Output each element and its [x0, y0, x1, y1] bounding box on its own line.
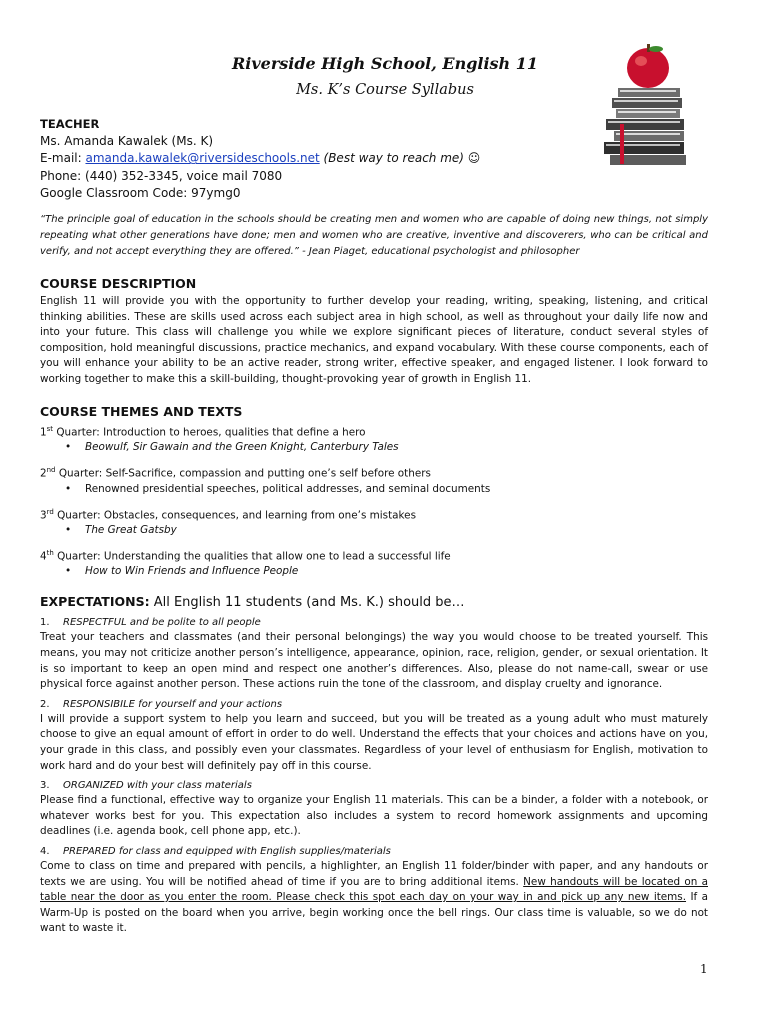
bullet-icon: • [65, 482, 72, 495]
bullet-icon: • [65, 523, 72, 536]
quarter-1-text: • Beowulf, Sir Gawain and the Green Knight, Canterbury Tales [65, 441, 399, 454]
classroom-code: Google Classroom Code: 97ymg0 [40, 185, 241, 200]
teacher-label: TEACHER [40, 117, 100, 131]
quote-attribution: - Jean Piaget, educational psychologist and philosopher [298, 246, 580, 258]
teacher-name: Ms. Amanda Kawalek (Ms. K) [40, 134, 214, 149]
expectation-2-title: 2. RESPONSIBILE for yourself and your actions [40, 698, 283, 710]
teacher-info [40, 116, 708, 202]
quarter-3-text: • The Great Gatsby [65, 523, 177, 536]
quarter-4-text: • How to Win Friends and Influence People [65, 565, 299, 578]
course-description-heading: COURSE DESCRIPTION [40, 276, 197, 292]
page-subtitle: Ms. K’s Course Syllabus [296, 82, 474, 98]
page-title: Riverside High School, English 11 [231, 54, 539, 73]
teacher-phone: Phone: (440) 352-3345, voice mail 7080 [40, 168, 283, 183]
expectation-3-title: 3. ORGANIZED with your class materials [40, 780, 252, 792]
email-link[interactable]: amanda.kawalek@riversideschools.net [85, 151, 320, 166]
syllabus-content [40, 116, 708, 941]
quarter-1: 1st Quarter: Introduction to heroes, qualities that define a hero [40, 424, 366, 439]
expectation-1-body: Treat your teachers and classmates (and their personal belongings) the way you would choose to be treated yourself. This means, you may not criticize another person’s intelligence, appearance, opinion, race, religion, gender, or sexual orientation. It is so important to keep an open mind and respect one another’s differences. Also, please do not name-call, swear or use physical force against another person. These actions ruin the tone of the classroom, and display cruelty and ignorance. [40, 631, 708, 691]
bullet-icon: • [65, 441, 72, 454]
page-number: 1 [700, 962, 708, 976]
quarter-4: 4th Quarter: Understanding the qualities that allow one to lead a successful life [40, 548, 451, 563]
email-note: (Best way to reach me) ☺ [319, 151, 481, 166]
quote-text: “The principle goal of education in the schools should be creating men and women who are capable of doing new things, not simply repeating what other generations have done; men and women who are creative, inventive and discoverers, who can be critical and verify, and not accept everything they are offered.” [40, 214, 708, 258]
email-prefix: E-mail: [40, 151, 86, 166]
quarter-2-text: • Renowned presidential speeches, political addresses, and seminal documents [65, 482, 491, 495]
teacher-email-line [40, 150, 708, 167]
course-themes-heading: COURSE THEMES AND TEXTS [40, 403, 243, 419]
expectation-2-body: I will provide a support system to help you learn and succeed, but you will be treated as a young adult who must maturely choose to give an equal amount of effort in order to do well. Understand the effects that your choices and actions have on you, your grade in this class, and possibly even your classmates. Regardless of your level of enthusiasm for English, motivation to work hard and do your best will definitely pay off in this course. [40, 712, 708, 772]
expectation-4-body: Come to class on time and prepared with pencils, a highlighter, an English 11 folder/binder with paper, and any handouts or texts we are using. You will be notified ahead of time if you are to bring additional items. New handouts will be located on a table near the door as you enter the room. Please check this spot each day on your way in and pick up any new items. If a Warm-Up is posted on the board when you arrive, begin working once the bell rings. Our class time is valuable, so we do not want to waste it. [40, 859, 708, 935]
course-description-text: English 11 will provide you with the opportunity to further develop your reading, writing, speaking, listening, and critical thinking abilities. These are skills used across each subject area in high school, as well as throughout your daily life now and into your future. This class will challenge you while we explore significant pieces of literature, conduct several styles of composition, hold meaningful discussions, practice mechanics, and expand vocabulary. With these course components, each of you will enhance your ability to be an active reader, strong writer, effective speaker, and engaged listener. I look forward to working together to make this a skill-building, thought-provoking year of growth in English 11. [40, 295, 708, 385]
expectation-1-title: 1. RESPECTFUL and be polite to all people [40, 617, 261, 629]
expectation-3-body: Please find a functional, effective way to organize your English 11 materials. This can be a binder, a folder with a notebook, or whatever works best for you. This expectation also includes a system to record homework assignments and upcoming deadlines (i.e. agenda book, cell phone app, etc.). [40, 794, 708, 838]
quarter-2: 2nd Quarter: Self-Sacrifice, compassion and putting one’s self before others [40, 466, 431, 480]
bullet-icon: • [65, 565, 72, 578]
expectations-heading: EXPECTATIONS: All English 11 students (and Ms. K.) should be… [40, 594, 465, 611]
handouts-note: New handouts will be located on a table near the door as you enter the room. Please check this spot each day on your way in and pick up any new items. [40, 875, 708, 904]
quarter-3: 3rd Quarter: Obstacles, consequences, and learning from one’s mistakes [40, 507, 416, 521]
piaget-quote [40, 212, 708, 260]
expectation-4-title: 4. PREPARED for class and equipped with English supplies/materials [40, 845, 391, 857]
